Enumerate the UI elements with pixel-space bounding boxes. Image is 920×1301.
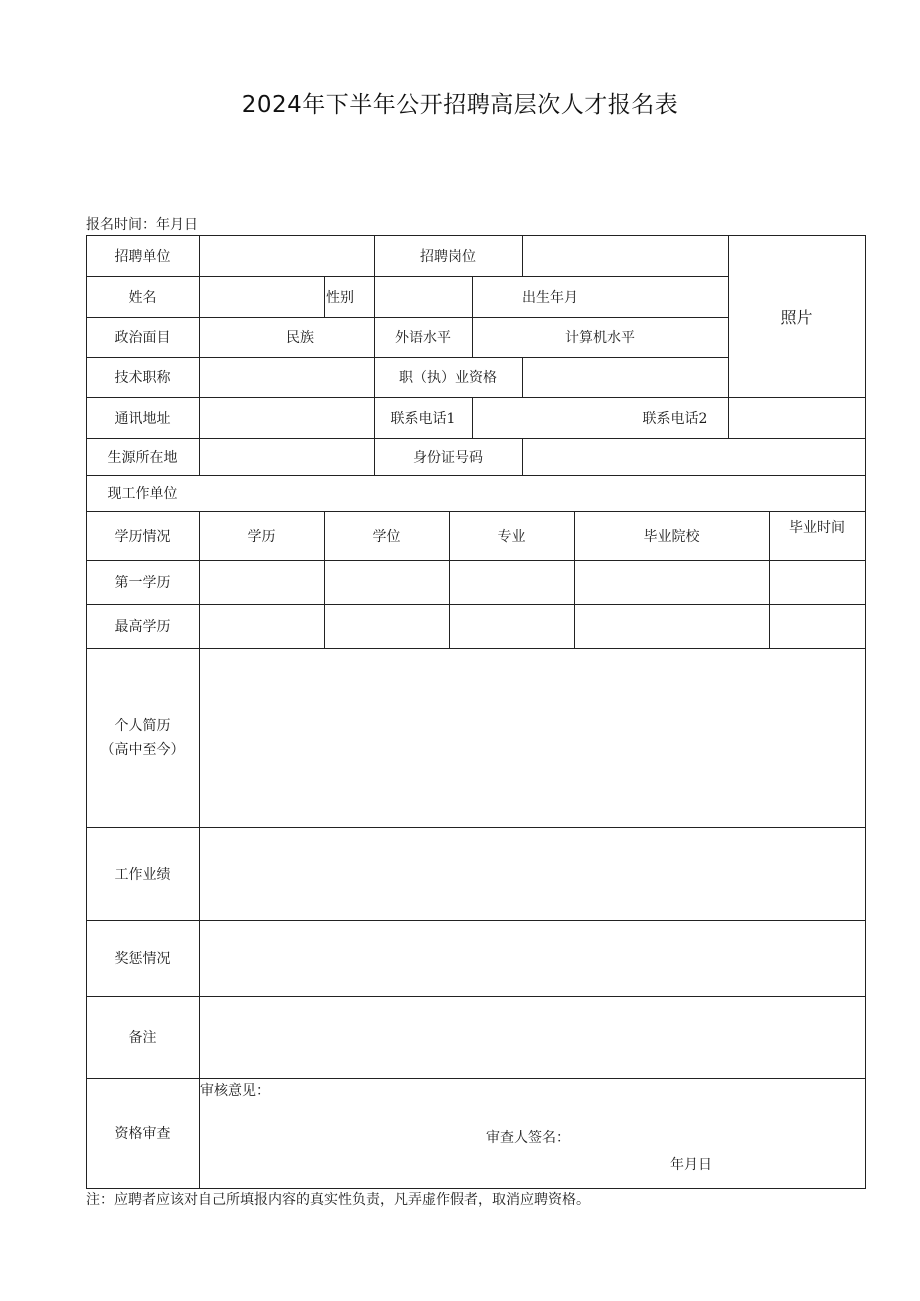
- grid-line: [374, 235, 375, 475]
- grid-line: [522, 438, 523, 475]
- highest-academic-degree-value[interactable]: [324, 604, 449, 648]
- grid-line: [86, 397, 866, 398]
- foreign-language-label: 外语水平: [395, 330, 451, 346]
- grid-line: [574, 511, 575, 648]
- birth-label: 出生年月: [522, 289, 578, 306]
- origin-label: 生源所在地: [107, 449, 178, 466]
- resume-value[interactable]: [199, 648, 865, 827]
- grid-line: [86, 827, 866, 828]
- grid-line: [522, 357, 523, 397]
- origin-value[interactable]: [199, 438, 374, 475]
- awards-value[interactable]: [199, 920, 865, 996]
- resume-label-line1: 个人简历: [114, 717, 171, 734]
- grid-line: [449, 511, 450, 648]
- grid-line: [324, 511, 325, 648]
- grid-line: [86, 235, 87, 1189]
- politics-label: 政治面目: [114, 330, 171, 346]
- tech-title-value[interactable]: [199, 357, 374, 397]
- resume-label-line2: （高中至今）: [100, 741, 185, 758]
- grid-line: [199, 235, 200, 475]
- recruit-unit-label: 招聘单位: [114, 248, 171, 265]
- name-value[interactable]: [199, 276, 324, 317]
- education-label: 学历情况: [114, 528, 171, 545]
- grid-line: [86, 1078, 866, 1079]
- current-employer-label: 现工作单位: [107, 486, 178, 502]
- page-title: 2024年下半年公开招聘高层次人才报名表: [241, 92, 679, 118]
- highest-graduation-value[interactable]: [769, 604, 865, 648]
- grid-line: [86, 996, 866, 997]
- id-number-label: 身份证号码: [413, 449, 483, 466]
- edu-header-graduation: 毕业时间: [789, 520, 845, 536]
- highest-degree-label: 最高学历: [114, 619, 171, 635]
- grid-line: [522, 235, 523, 276]
- grid-line: [86, 438, 866, 439]
- edu-header-degree: 学历: [247, 528, 276, 545]
- grid-line: [86, 475, 866, 476]
- recruit-post-label: 招聘岗位: [420, 248, 476, 265]
- review-label: 资格审查: [114, 1126, 171, 1142]
- computer-level-label: 计算机水平: [565, 330, 635, 346]
- recruit-unit-value[interactable]: [199, 235, 374, 276]
- grid-line: [86, 357, 728, 358]
- grid-line: [86, 235, 866, 236]
- current-employer-value[interactable]: [199, 475, 865, 511]
- ethnicity-label: 民族: [286, 330, 314, 346]
- remarks-label: 备注: [128, 1030, 157, 1046]
- achievements-value[interactable]: [199, 827, 865, 920]
- recruit-post-value[interactable]: [522, 235, 728, 276]
- gender-label: 性别: [326, 289, 354, 306]
- qualification-label: 职（执）业资格: [399, 370, 497, 386]
- grid-line: [86, 276, 728, 277]
- first-school-value[interactable]: [574, 560, 769, 604]
- first-degree-label: 第一学历: [114, 575, 171, 591]
- edu-header-academic-degree: 学位: [372, 528, 401, 545]
- grid-line: [86, 648, 866, 649]
- grid-line: [324, 276, 325, 317]
- gender-value[interactable]: [374, 276, 472, 317]
- phone2-label: 联系电话2: [642, 410, 708, 427]
- grid-line: [199, 511, 200, 1189]
- highest-major-value[interactable]: [449, 604, 574, 648]
- address-value[interactable]: [199, 397, 374, 438]
- footnote: 注：应聘者应该对自己所填报内容的真实性负责，凡弄虚作假者，取消应聘资格。: [86, 1192, 590, 1208]
- reviewer-signature-label: 审查人签名：: [486, 1130, 570, 1146]
- resume-label: [86, 648, 199, 827]
- grid-line: [86, 511, 866, 512]
- grid-line: [86, 920, 866, 921]
- grid-line: [472, 276, 473, 357]
- awards-label: 奖惩情况: [114, 951, 171, 967]
- phone2-value[interactable]: [728, 397, 865, 438]
- first-degree-value[interactable]: [199, 560, 324, 604]
- photo-box[interactable]: 照片: [780, 307, 813, 327]
- grid-line: [472, 397, 473, 438]
- grid-line: [86, 604, 866, 605]
- grid-line: [769, 511, 770, 648]
- name-label: 姓名: [128, 289, 157, 306]
- edu-header-school: 毕业院校: [643, 528, 700, 545]
- grid-line: [865, 235, 866, 1189]
- tech-title-label: 技术职称: [114, 370, 171, 386]
- review-opinion-label: 审核意见：: [200, 1083, 270, 1099]
- phone1-value[interactable]: [472, 397, 622, 438]
- phone1-label: 联系电话1: [390, 410, 456, 427]
- id-number-value[interactable]: [522, 438, 865, 475]
- grid-line: [86, 560, 866, 561]
- first-graduation-value[interactable]: [769, 560, 865, 604]
- review-date-label: 年月日: [670, 1157, 712, 1173]
- achievements-label: 工作业绩: [114, 866, 171, 883]
- first-academic-degree-value[interactable]: [324, 560, 449, 604]
- registration-date: 报名时间：年月日: [86, 217, 198, 233]
- highest-degree-value[interactable]: [199, 604, 324, 648]
- grid-line: [86, 317, 728, 318]
- edu-header-major: 专业: [497, 528, 526, 545]
- address-label: 通讯地址: [114, 410, 171, 427]
- qualification-value[interactable]: [522, 357, 728, 397]
- grid-line: [728, 235, 729, 438]
- highest-school-value[interactable]: [574, 604, 769, 648]
- first-major-value[interactable]: [449, 560, 574, 604]
- remarks-value[interactable]: [199, 996, 865, 1078]
- birth-value[interactable]: [628, 276, 728, 317]
